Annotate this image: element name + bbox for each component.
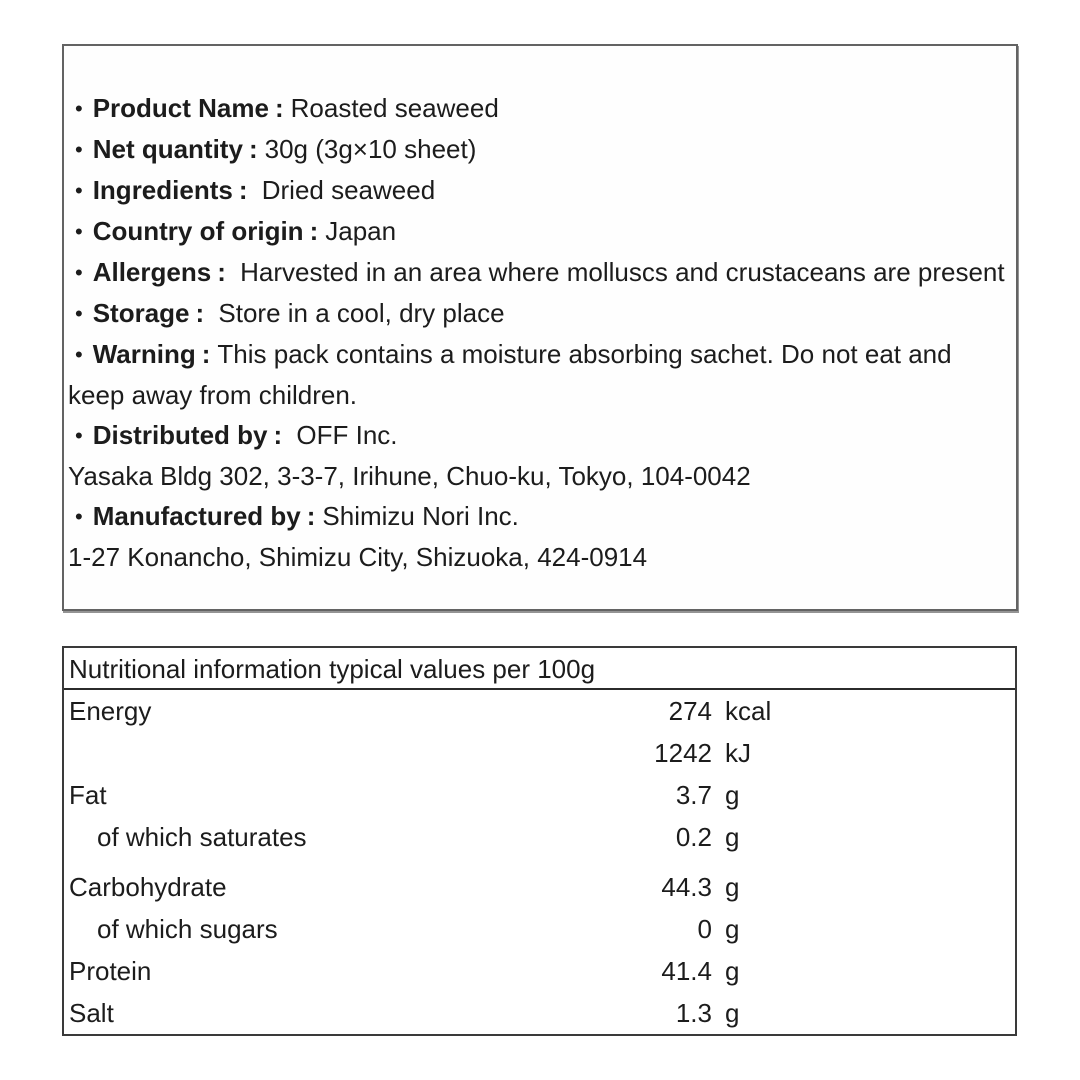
net-quantity-label: Net quantity [92,134,243,164]
colon-separator: : [248,134,258,164]
table-row-fat [64,774,1015,816]
bullet-icon: • [75,96,83,121]
storage-value: Store in a cool, dry place [211,298,505,328]
net-quantity-line [68,129,1010,170]
nutrient-value: 274 [668,696,712,726]
table-row-saturates [64,816,1015,858]
allergens-line [68,252,1010,293]
manufactured-by-value: Shimizu Nori Inc. [322,501,519,531]
warning-line [68,334,1010,415]
bullet-icon: • [75,137,83,162]
ingredients-line [68,170,1010,211]
allergens-label: Allergens [92,257,212,287]
table-row-salt [64,992,1015,1034]
nutrition-table-title: Nutritional information typical values per 100g [64,648,1015,690]
manufacturer-address: 1-27 Konancho, Shimizu City, Shizuoka, 424-0914 [68,542,648,572]
colon-separator: : [306,501,316,531]
nutrient-label: of which saturates [97,822,307,852]
nutrient-unit: g [725,872,740,902]
nutrient-value: 0 [697,914,712,944]
bullet-icon: • [75,260,83,285]
distributor-address: Yasaka Bldg 302, 3-3-7, Irihune, Chuo-ku, Tokyo, 104-0042 [68,461,751,491]
nutrient-unit: g [725,914,740,944]
colon-separator: : [201,339,211,369]
table-row-energy-kcal [64,690,1015,732]
table-row-energy-kj [64,732,1015,774]
nutrient-value: 44.3 [661,872,712,902]
nutrient-label: Salt [69,998,114,1028]
distributed-by-label: Distributed by [92,420,268,450]
nutrient-unit: g [725,780,740,810]
product-info-box [62,44,1018,611]
nutrition-table [62,646,1017,1036]
nutrient-value: 0.2 [675,822,712,852]
country-of-origin-value: Japan [325,216,397,246]
nutrient-value: 1.3 [675,998,712,1028]
bullet-icon: • [75,301,83,326]
colon-separator: : [195,298,205,328]
table-row-carbohydrate [64,866,1015,908]
colon-separator: : [217,257,226,287]
manufactured-by-line [68,496,1010,537]
net-quantity-value: 30g (3g×10 sheet) [264,134,477,164]
nutrient-label [64,732,612,774]
nutrient-value: 3.7 [675,780,712,810]
bullet-icon: • [75,178,83,203]
product-name-label: Product Name [92,93,269,123]
warning-value: This pack contains a moisture absorbing sachet. Do not eat and keep away from children. [68,339,952,410]
nutrient-unit: kJ [725,738,751,768]
table-row-protein [64,950,1015,992]
warning-label: Warning [92,339,196,369]
country-of-origin-label: Country of origin [92,216,304,246]
ingredients-label: Ingredients [92,175,233,205]
colon-separator: : [274,93,284,123]
bullet-icon: • [75,219,83,244]
manufactured-by-label: Manufactured by [92,501,301,531]
nutrient-unit: g [725,998,740,1028]
nutrient-label: of which sugars [97,914,278,944]
ingredients-value: Dried seaweed [254,175,436,205]
nutrient-label: Energy [69,696,152,726]
bullet-icon: • [75,342,83,367]
table-row-sugars [64,908,1015,950]
colon-separator: : [309,216,319,246]
colon-separator: : [273,420,283,450]
storage-line [68,293,1010,334]
nutrient-label: Carbohydrate [69,872,227,902]
nutrient-label: Protein [69,956,152,986]
product-name-line [68,88,1010,129]
distributed-by-value: OFF Inc. [289,420,398,450]
colon-separator: : [238,175,248,205]
country-of-origin-line [68,211,1010,252]
distributed-by-line [68,415,1010,456]
nutrient-value: 41.4 [661,956,712,986]
nutrient-unit: g [725,822,740,852]
nutrient-label: Fat [69,780,107,810]
storage-label: Storage [92,298,190,328]
bullet-icon: • [75,504,83,529]
nutrient-value: 1242 [654,738,712,768]
bullet-icon: • [75,423,83,448]
nutrient-unit: g [725,956,740,986]
nutrient-unit: kcal [725,696,772,726]
product-name-value: Roasted seaweed [290,93,499,123]
allergens-value: Harvested in an area where molluscs and crustaceans are present [232,257,1005,287]
